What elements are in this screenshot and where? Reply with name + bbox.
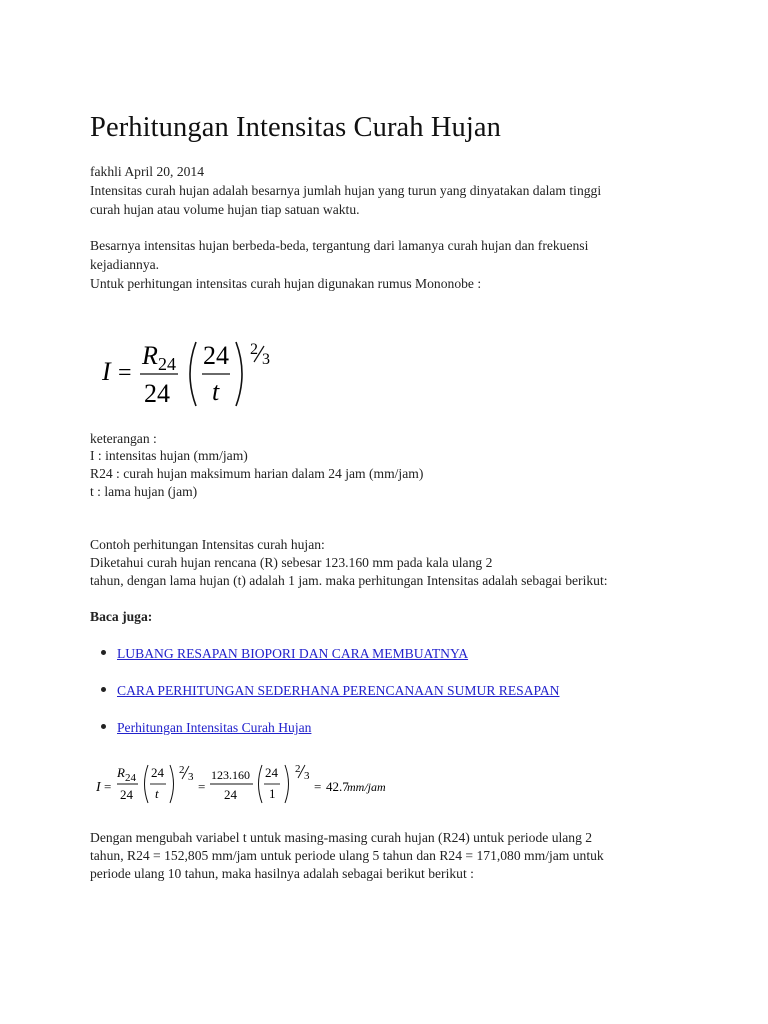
formula-num-r: R xyxy=(142,341,158,370)
formula2-num-r: R xyxy=(117,765,125,780)
link-sumur-resapan[interactable]: CARA PERHITUNGAN SEDERHANA PERENCANAAN SUMUR RESAPAN xyxy=(117,683,560,698)
formula2-lparen xyxy=(145,765,149,803)
formula2-inner-den2: 1 xyxy=(269,786,276,801)
intro-line-2: curah hujan atau volume hujan tiap satuan waktu. xyxy=(90,202,360,217)
formula2-equals-3: = xyxy=(314,779,322,794)
para2-line-3: Untuk perhitungan intensitas curah hujan digunakan rumus Mononobe : xyxy=(90,276,482,291)
legend-line-4: t : lama hujan (jam) xyxy=(90,484,198,499)
example-line-2: Diketahui curah hujan rencana (R) sebesar 123.160 mm pada kala ulang 2 xyxy=(90,555,493,570)
conclusion-line-1: Dengan mengubah variabel t untuk masing-masing curah hujan (R24) untuk periode ulang 2 xyxy=(90,830,593,845)
see-also-label: Baca juga: xyxy=(90,609,153,624)
page-title: Perhitungan Intensitas Curah Hujan xyxy=(90,112,502,143)
mononobe-formula-svg xyxy=(102,334,292,410)
list-item xyxy=(117,718,311,737)
link-intensitas-curah-hujan[interactable]: Perhitungan Intensitas Curah Hujan xyxy=(117,720,312,735)
formula-num-sub: 24 xyxy=(158,354,176,374)
formula2-exp-num: 2 xyxy=(179,764,185,776)
formula-equals: = xyxy=(118,360,132,386)
formula2-equals-2: = xyxy=(198,779,206,794)
legend-line-3: R24 : curah hujan maksimum harian dalam 24 jam (mm/jam) xyxy=(90,466,424,481)
formula-lhs: I xyxy=(102,357,111,386)
bullet-icon xyxy=(101,650,106,655)
formula2-den: 24 xyxy=(120,787,133,802)
legend-line-2: I : intensitas hujan (mm/jam) xyxy=(90,448,248,463)
formula2-num2: 123.160 xyxy=(211,768,250,782)
para2-line-1: Besarnya intensitas hujan berbeda-beda, tergantung dari lamanya curah hujan dan frekuensi xyxy=(90,238,589,253)
intro-line-1: Intensitas curah hujan adalah besarnya jumlah hujan yang turun yang dinyatakan dalam tinggi xyxy=(90,183,602,198)
formula2-inner-num2: 24 xyxy=(265,765,278,780)
example-formula xyxy=(96,760,396,806)
list-item xyxy=(117,644,468,663)
legend-line-1: keterangan : xyxy=(90,431,157,446)
formula-exp-num: 2 xyxy=(250,341,258,358)
formula2-rparen-2 xyxy=(285,765,289,803)
formula-left-paren xyxy=(190,342,196,406)
formula2-rparen xyxy=(170,765,174,803)
formula2-den2: 24 xyxy=(224,787,237,802)
mononobe-formula xyxy=(102,334,292,410)
formula-exp-den: 3 xyxy=(262,351,270,368)
example-line-3: tahun, dengan lama hujan (t) adalah 1 jam. maka perhitungan Intensitas adalah sebagai berikut: xyxy=(90,573,608,588)
link-biopori[interactable]: LUBANG RESAPAN BIOPORI DAN CARA MEMBUATNYA xyxy=(117,646,469,661)
conclusion-line-3: periode ulang 10 tahun, maka hasilnya adalah sebagai berikut berikut : xyxy=(90,866,474,881)
post-meta: fakhli April 20, 2014 xyxy=(90,164,205,179)
formula2-equals: = xyxy=(104,779,112,794)
formula-den: 24 xyxy=(144,379,170,408)
para2-line-2: kejadiannya. xyxy=(90,257,160,272)
formula2-exp-den: 3 xyxy=(188,771,194,783)
formula2-result: 42.7 xyxy=(326,779,349,794)
formula-right-paren xyxy=(236,342,242,406)
formula2-exp-num-2: 2 xyxy=(295,763,301,775)
example-formula-svg xyxy=(96,760,396,806)
formula2-lparen-2 xyxy=(259,765,263,803)
formula2-inner-den: t xyxy=(155,786,159,801)
example-line-1: Contoh perhitungan Intensitas curah hujan: xyxy=(90,537,325,552)
conclusion-line-2: tahun, R24 = 152,805 mm/jam untuk periode ulang 5 tahun dan R24 = 171,080 mm/jam untuk xyxy=(90,848,604,863)
formula2-lhs: I xyxy=(96,780,101,795)
formula-inner-den: t xyxy=(212,377,220,406)
formula-inner-num: 24 xyxy=(203,341,229,370)
formula2-unit: mm/jam xyxy=(347,780,386,794)
formula2-exp-den-2: 3 xyxy=(304,770,310,782)
list-item xyxy=(117,681,560,700)
bullet-icon xyxy=(101,687,106,692)
formula2-inner-num: 24 xyxy=(151,765,164,780)
bullet-icon xyxy=(101,724,106,729)
formula2-num-sub: 24 xyxy=(125,772,136,784)
